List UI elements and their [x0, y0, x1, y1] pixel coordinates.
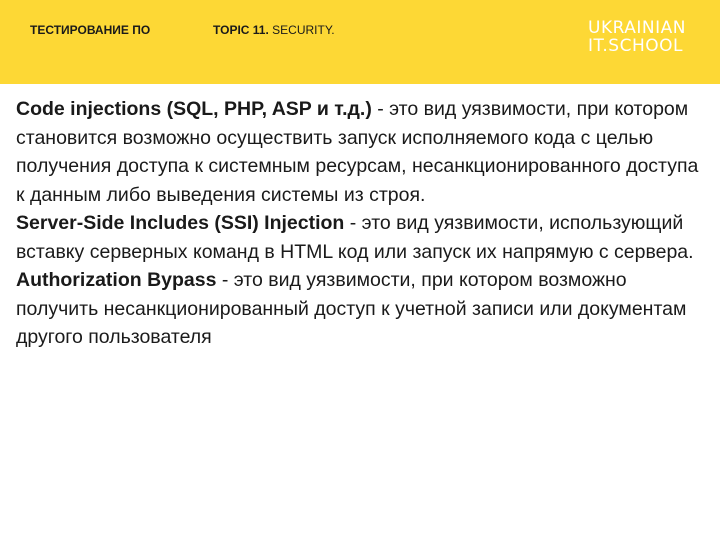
header-bar	[0, 0, 720, 84]
definition-term: Authorization Bypass	[16, 269, 217, 291]
logo-line-1: UKRAINIAN	[588, 18, 686, 38]
school-logo	[588, 19, 686, 55]
definition-paragraph	[16, 95, 706, 209]
definition-text: - это вид уязвимости, при котором становится возможно осуществить запуск исполняемого кода с целью получения доступа к системным ресурсам, несанкционированного доступа к данным либо выведения системы из строя.	[16, 98, 699, 206]
course-title: ТЕСТИРОВАНИЕ ПО	[30, 23, 151, 37]
topic-number: TOPIC 11.	[213, 23, 269, 37]
definition-term: Code injections (SQL, PHP, ASP и т.д.)	[16, 98, 372, 120]
definition-text: - это вид уязвимости, использующий вставку серверных команд в HTML код или запуск их напрямую с сервера.	[16, 212, 694, 263]
topic-name: SECURITY.	[272, 23, 335, 37]
logo-line-2: IT.SCHOOL	[588, 36, 683, 56]
topic-title	[213, 23, 335, 37]
slide-content	[16, 95, 706, 352]
definition-paragraph	[16, 209, 706, 266]
definition-text: - это вид уязвимости, при котором возможно получить несанкционированный доступ к учетной записи или документам другого пользователя	[16, 269, 687, 348]
definition-paragraph	[16, 266, 706, 352]
definition-term: Server-Side Includes (SSI) Injection	[16, 212, 345, 234]
